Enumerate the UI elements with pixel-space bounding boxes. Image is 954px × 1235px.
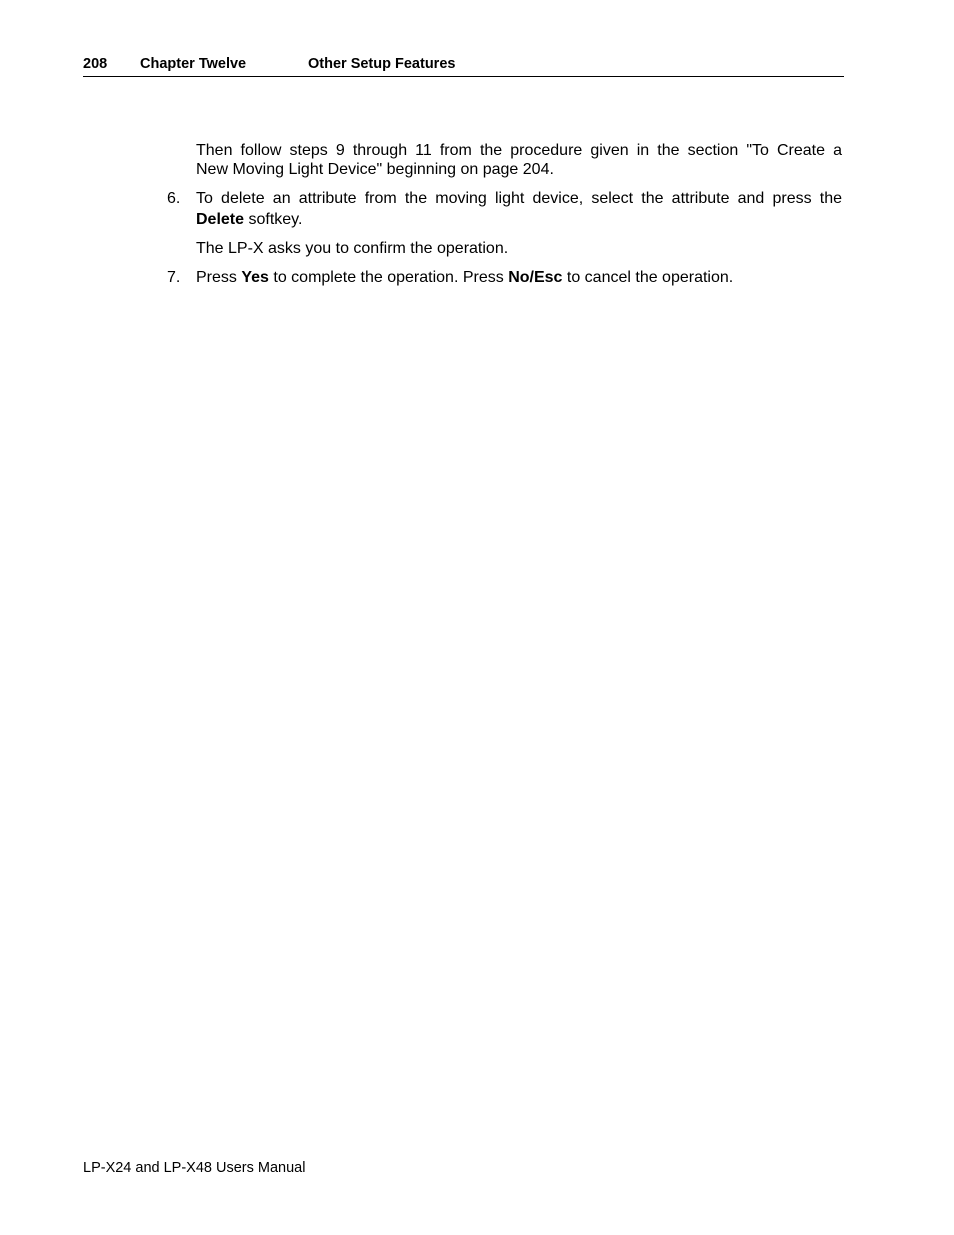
confirm-paragraph: The LP-X asks you to confirm the operation. [196,240,509,257]
noesc-key-label: No/Esc [508,269,563,286]
step-7-text [196,268,733,287]
step-7-pre: Press [196,269,242,286]
header-page-number: 208 [83,56,108,72]
header-chapter: Chapter Twelve [140,56,247,72]
continue-paragraph-line2: New Moving Light Device" beginning on page 204. [196,161,554,178]
step-7-mid: to complete the operation. Press [268,269,509,286]
step-6-line1: To delete an attribute from the moving light device, select the attribute and press the [196,190,842,207]
delete-softkey-label: Delete [196,211,245,228]
step-6-line2 [196,210,302,229]
step-6-rest: softkey. [244,211,303,228]
step-7-post: to cancel the operation. [562,269,734,286]
page-header [83,56,844,77]
page-footer: LP-X24 and LP-X48 Users Manual [83,1160,306,1176]
step-7-number: 7. [167,269,181,286]
yes-key-label: Yes [241,269,269,286]
step-6-number: 6. [167,190,181,207]
header-section-title: Other Setup Features [308,56,456,72]
continue-paragraph-line1: Then follow steps 9 through 11 from the procedure given in the section "To Create a [196,142,842,159]
